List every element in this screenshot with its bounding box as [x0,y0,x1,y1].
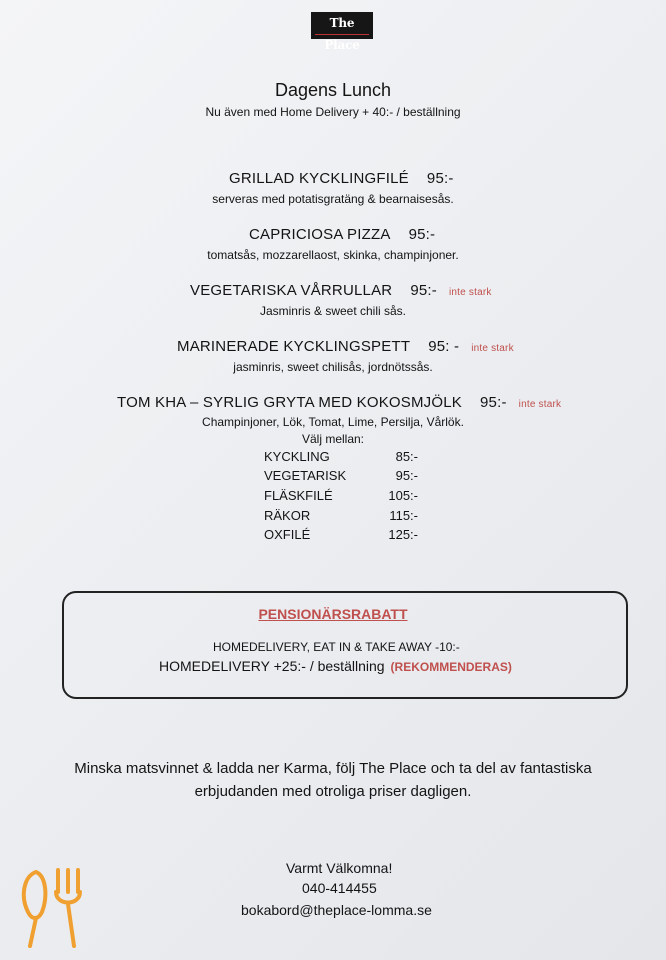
menu-item-name: GRILLAD KYCKLINGFILÉ [229,170,409,187]
choice-name: FLÄSKFILÉ [264,488,333,503]
page-title: Dagens Lunch [274,80,392,100]
choice-price: 95:- [395,468,418,483]
discount-title: PENSIONÄRSRABATT [258,606,408,622]
menu-item-2-title [249,226,435,243]
karma-line-2: erbjudanden med otroliga priser dagligen. [194,783,472,800]
fork-spoon-watermark-icon [16,866,88,950]
choice-name: RÄKOR [264,508,311,523]
menu-item-name: VEGETARISKA VÅRRULLAR [190,282,393,299]
menu-item-1-title [229,170,454,187]
discount-line-1: HOMEDELIVERY, EAT IN & TAKE AWAY -10:- [213,640,460,654]
logo-text: The Place [324,16,360,52]
menu-item-1-description: serveras med potatisgratäng & bearnaisesås. [212,192,454,206]
greeting: Varmt Välkomna! [286,860,393,876]
spice-note: inte stark [518,399,562,410]
choice-name: KYCKLING [264,449,330,464]
karma-promo [0,757,666,803]
menu-item-3-title [190,282,492,299]
choice-name: OXFILÉ [264,527,311,542]
menu-item-price: 95:- [480,394,507,411]
choice-name: VEGETARISK [264,468,347,483]
recommended-tag: (REKOMMENDERAS) [390,660,512,674]
menu-item-4-title [177,338,514,355]
menu-item-3-description: Jasminris & sweet chili sås. [259,304,407,318]
page-subtitle: Nu även med Home Delivery + 40:- / beställning [205,105,461,119]
choice-price: 85:- [395,449,418,464]
menu-item-4-description: jasminris, sweet chilisås, jordnötssås. [233,360,433,374]
choice-price: 125:- [388,527,418,542]
phone-number: 040-414455 [302,880,377,896]
menu-item-price: 95:- [408,226,436,243]
choice-price: 105:- [388,488,418,503]
logo-underline [315,34,369,35]
the-place-logo [311,12,373,52]
menu-item-2-description: tomatsås, mozzarellaost, skinka, champinjoner. [207,248,459,262]
spice-note: inte stark [448,287,492,298]
menu-item-price: 95:- [426,170,454,187]
menu-item-name: MARINERADE KYCKLINGSPETT [177,338,411,355]
menu-item-price: 95: - [428,338,460,355]
menu-item-5-title [117,394,561,411]
email-address: bokabord@theplace-lomma.se [241,902,432,918]
discount-line-2-text: HOMEDELIVERY +25:- / beställning [159,658,385,674]
menu-item-name: CAPRICIOSA PIZZA [249,226,391,243]
spice-note: inte stark [471,343,514,354]
menu-item-name: TOM KHA – SYRLIG GRYTA MED KOKOSMJÖLK [117,394,462,411]
choice-price: 115:- [389,508,418,523]
discount-line-2 [159,658,512,674]
menu-item-5-description: Champinjoner, Lök, Tomat, Lime, Persilja, Vårlök. [202,415,464,429]
karma-line-1: Minska matsvinnet & ladda ner Karma, följ The Place och ta del av fantastiska [74,760,592,777]
menu-item-price: 95:- [410,282,437,299]
choices-label: Välj mellan: [301,432,365,446]
